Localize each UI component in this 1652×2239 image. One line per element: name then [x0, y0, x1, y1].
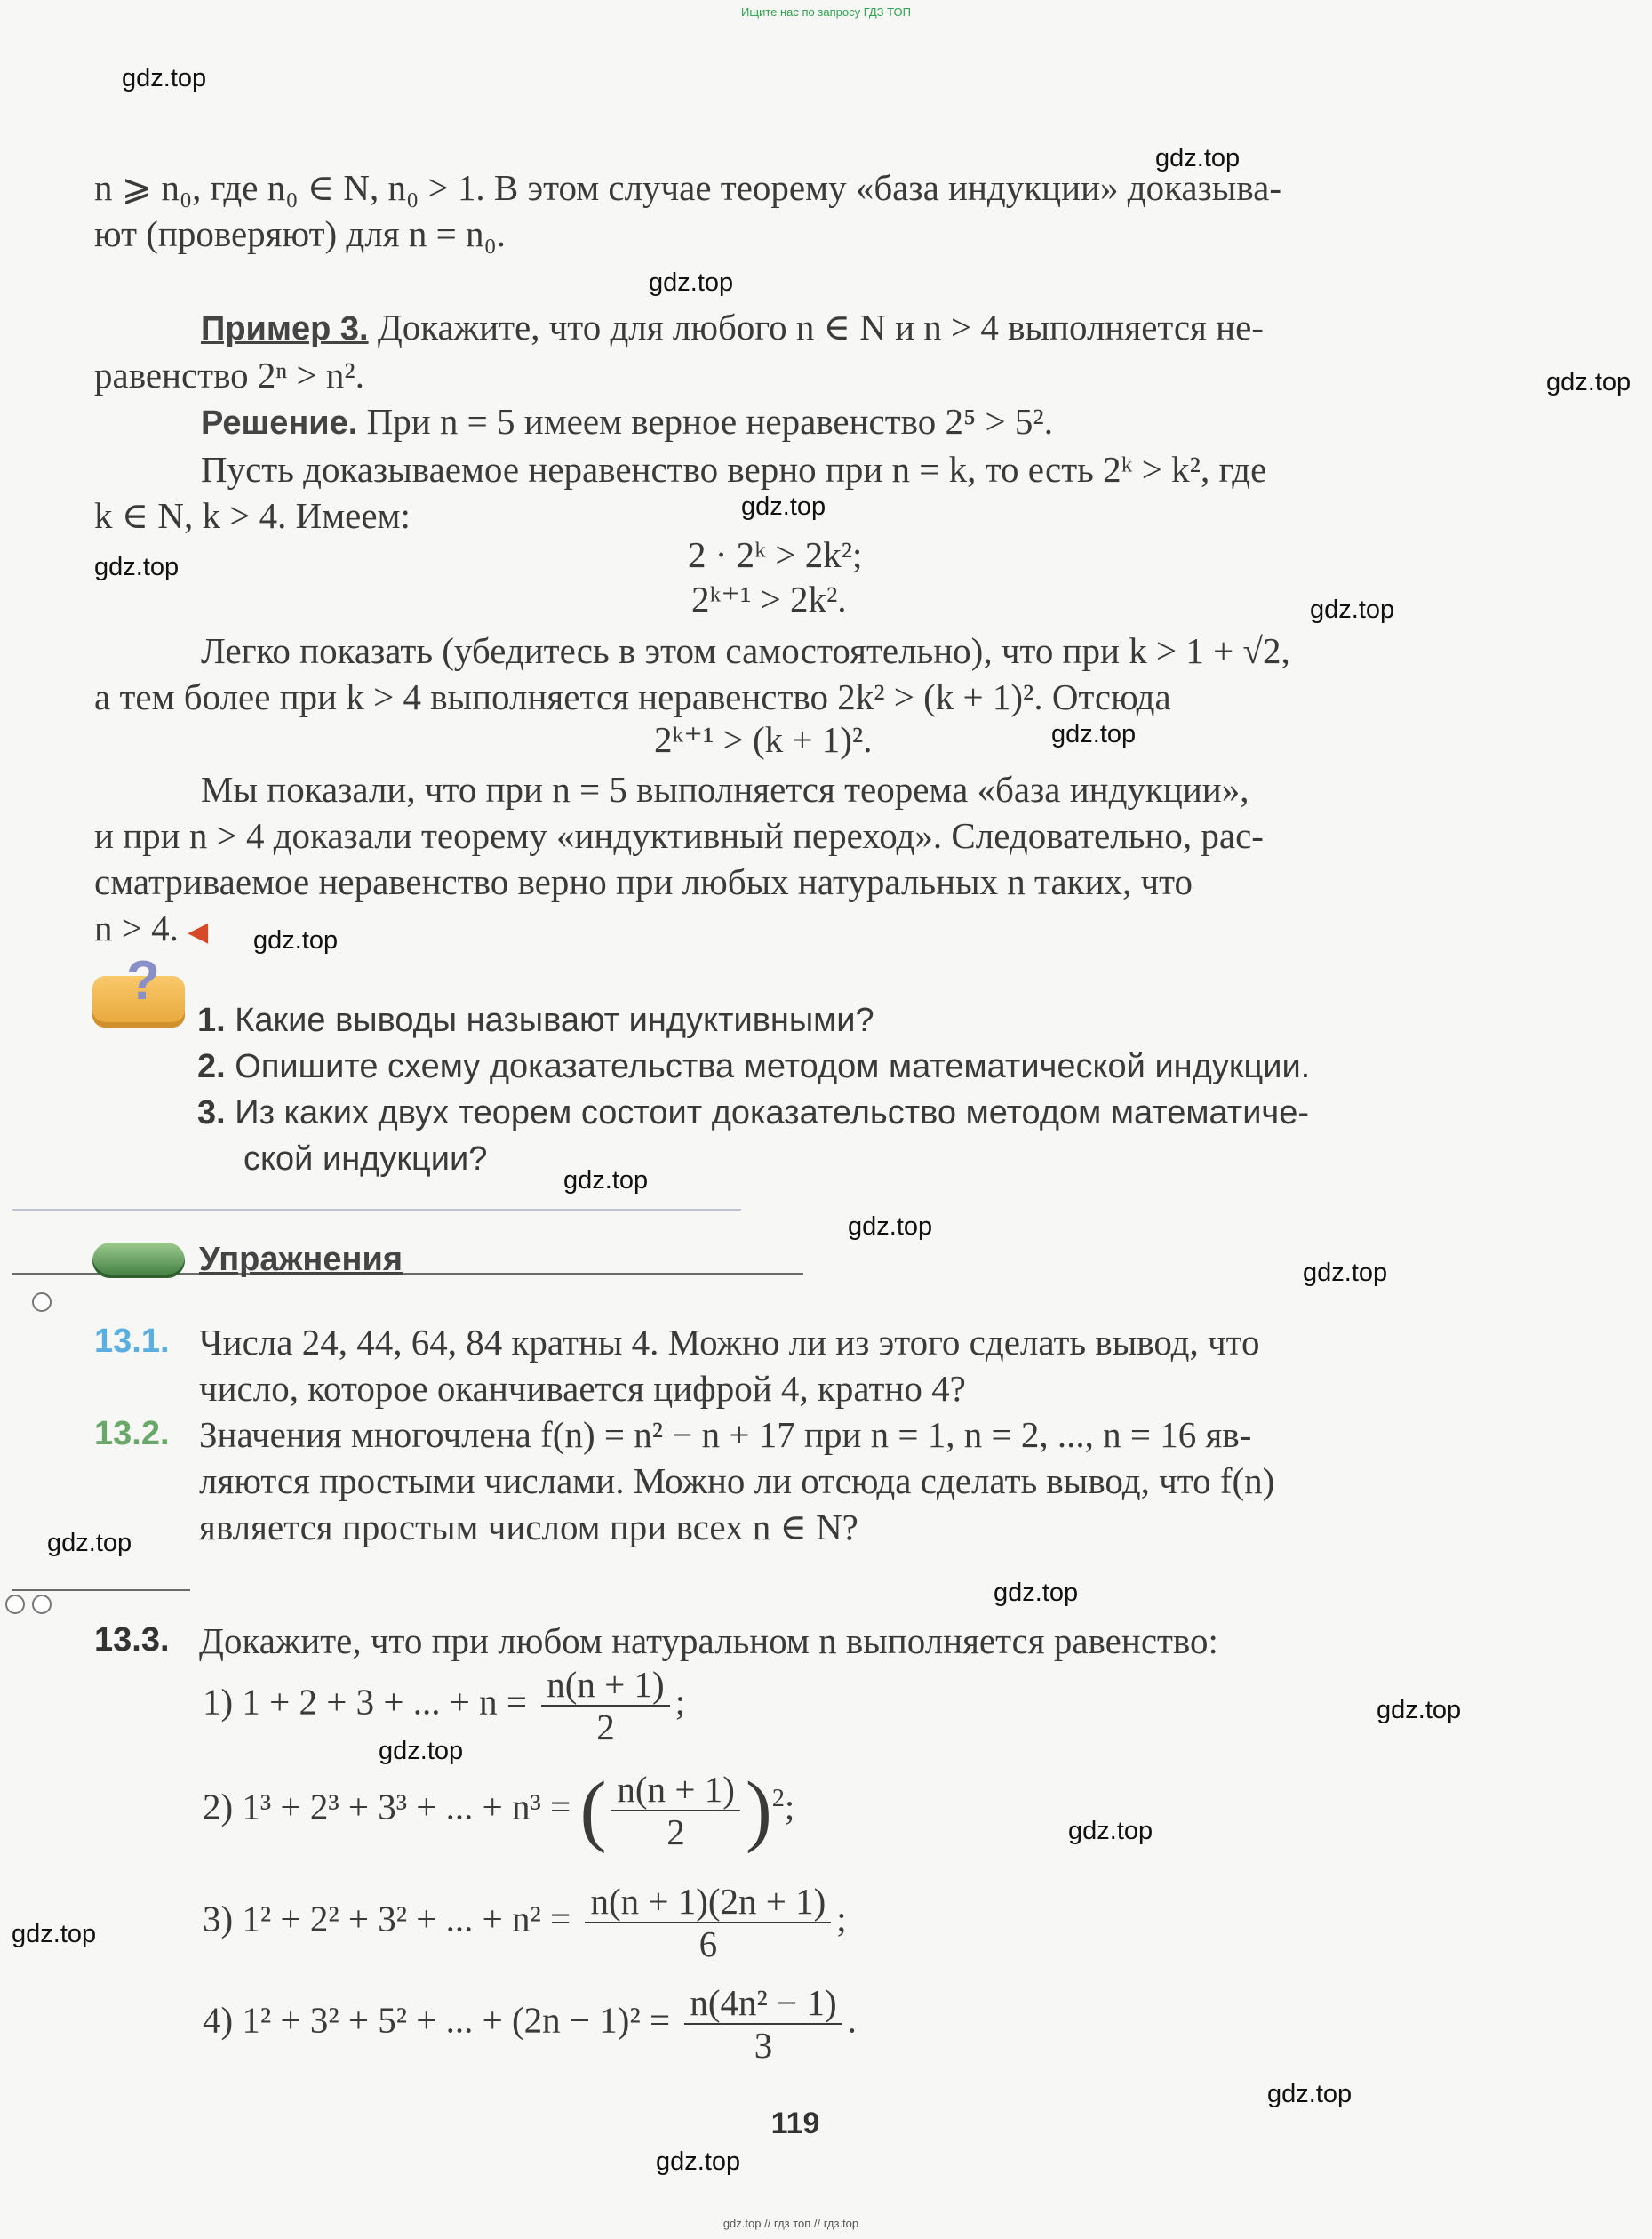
watermark: gdz.top [563, 1166, 649, 1195]
solution-text: При n = 5 имеем верное неравенство 2⁵ > 5². [357, 401, 1053, 442]
circle-marker [5, 1595, 25, 1614]
question-item: ской индукции? [243, 1140, 488, 1178]
identity-2: 2) 1³ + 2³ + 3³ + ... + n³ = ( $\frac{n(n + 1)}{2}$ )$^2$; [203, 1766, 795, 1854]
circle-marker [32, 1292, 52, 1312]
example-3 [94, 304, 1488, 539]
watermark: gdz.top [1310, 596, 1395, 624]
identity-4: 4) 1² + 3² + 5² + ... + (2n − 1)² = $\frac{\text{n(4n² − 1)}}{3}$ . [203, 1982, 857, 2066]
solution-para-1a: Пусть доказываемое неравенство верно при n = k, то есть 2ᵏ > k², где [201, 449, 1267, 490]
circle-marker [32, 1595, 52, 1614]
solution-para-3c: сматриваемое неравенство верно при любых натуральных n таких, что [94, 861, 1193, 902]
solution-para-3b: и при n > 4 доказали теорему «индуктивный переход». Следовательно, рас- [94, 815, 1264, 856]
watermark: gdz.top [656, 2147, 741, 2176]
exercise-number: 13.2. [94, 1415, 170, 1452]
footer-note: gdz.top // гдз топ // гдз.top [722, 2217, 859, 2230]
exercise-13-2: Значения многочлена f(n) = n² − n + 17 при n = 1, n = 2, ..., n = 16 яв- ляются простыми числами. Можно ли отсюда сделать вывод, что f(n) является простым числом при всех n ∈ N? [199, 1414, 1275, 1547]
solution-para-2b: а тем более при k > 4 выполняется неравенство 2k² > (k + 1)². Отсюда [94, 676, 1171, 717]
formula-2: 2ᵏ⁺¹ > 2k². [691, 579, 847, 620]
watermark: gdz.top [1051, 720, 1137, 748]
watermark: gdz.top [1303, 1259, 1388, 1287]
example-text: Докажите, что для любого n ∈ N и n > 4 выполняется не- [368, 307, 1264, 348]
exercise-number: 13.3. [94, 1621, 170, 1659]
header-note: Ищите нас по запросу ГДЗ ТОП [741, 5, 911, 19]
watermark: gdz.top [649, 268, 734, 297]
exercises-title: Упражнения [199, 1241, 403, 1278]
exercises-icon [92, 1243, 185, 1278]
watermark: gdz.top [253, 926, 339, 955]
example-label: Пример 3. [201, 310, 369, 348]
solution-para-2 [94, 628, 1488, 720]
watermark: gdz.top [122, 64, 207, 92]
watermark: gdz.top [1068, 1817, 1153, 1845]
watermark: gdz.top [47, 1529, 132, 1557]
exercise-number: 13.1. [94, 1323, 170, 1360]
intro-line-1: n ⩾ n₀, где n₀ ∈ N, n₀ > 1. В этом случае теорему «база индукции» доказыва- [94, 167, 1282, 208]
formula-3: 2ᵏ⁺¹ > (k + 1)². [654, 719, 873, 760]
watermark: gdz.top [379, 1737, 464, 1765]
watermark: gdz.top [12, 1920, 97, 1948]
exercise-13-3: Докажите, что при любом натуральном n выполняется равенство: [199, 1620, 1218, 1661]
watermark: gdz.top [94, 553, 180, 581]
identity-1: 1) 1 + 2 + 3 + ... + n = $\frac{n(n + 1)}{2}$ ; [203, 1664, 686, 1747]
exercise-13-1: Числа 24, 44, 64, 84 кратны 4. Можно ли из этого сделать вывод, что число, которое оканчивается цифрой 4, кратно 4? [199, 1322, 1260, 1409]
question-item: 3. Из каких двух теорем состоит доказательство методом математиче- [197, 1094, 1310, 1131]
intro-paragraph [94, 164, 1488, 257]
example-text-2: равенство 2ⁿ > n². [94, 355, 364, 396]
solution-para-2a: Легко показать (убедитесь в этом самостоятельно), что при k > 1 + √2, [201, 630, 1290, 671]
question-icon: ? [92, 976, 185, 1028]
solution-para-1b: k ∈ N, k > 4. Имеем: [94, 495, 411, 536]
divider [12, 1589, 190, 1591]
watermark: gdz.top [1267, 2080, 1353, 2108]
watermark: gdz.top [1155, 144, 1241, 172]
watermark: gdz.top [994, 1579, 1079, 1607]
end-of-proof-icon: ◀ [188, 917, 209, 947]
watermark: gdz.top [1546, 368, 1632, 396]
solution-para-3a: Мы показали, что при n = 5 выполняется теорема «база индукции», [201, 769, 1249, 810]
divider [12, 1209, 741, 1211]
question-item: 1. Какие выводы называют индуктивными? [197, 1002, 874, 1039]
solution-para-3d: n > 4. [94, 908, 179, 948]
watermark: gdz.top [848, 1212, 933, 1241]
identity-3: 3) 1² + 2² + 3² + ... + n² = $\frac{n(n + 1)(2n + 1)}{6}$ ; [203, 1881, 847, 1964]
page-number: 119 [770, 2107, 820, 2140]
watermark: gdz.top [741, 492, 826, 521]
solution-para-3 [94, 766, 1488, 956]
formula-1: 2 · 2ᵏ > 2k²; [688, 534, 863, 575]
watermark: gdz.top [1377, 1696, 1462, 1724]
intro-line-2: ют (проверяют) для n = n₀. [94, 213, 507, 254]
question-item: 2. Опишите схему доказательства методом математической индукции. [197, 1048, 1311, 1085]
questions-list [197, 997, 1495, 1182]
solution-label: Решение. [201, 404, 358, 442]
